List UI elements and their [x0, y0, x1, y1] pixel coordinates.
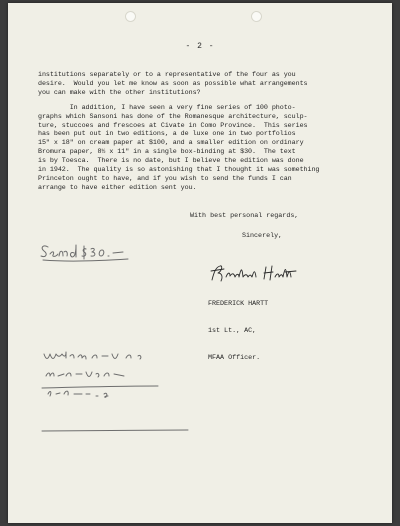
- signer-rank: 1st Lt., AC,: [208, 327, 257, 335]
- text-line: in 1942. The quality is so astonishing that I thought it was something: [38, 166, 320, 175]
- shorthand-notes: [38, 348, 208, 438]
- sincerely-line: Sincerely,: [242, 232, 283, 240]
- text-line: is by Toesca. There is no date, but I believe the edition was done: [38, 157, 304, 166]
- closing-line: With best personal regards,: [190, 212, 299, 220]
- punch-hole: [125, 11, 136, 22]
- signer-name: FREDERICK HARTT: [208, 300, 269, 308]
- handwritten-send-note: [38, 239, 138, 265]
- text-line: institutions separately or to a representative of the four as you: [38, 71, 296, 79]
- punch-hole: [251, 11, 262, 22]
- document-page: [8, 3, 392, 523]
- text-line: Bromura paper, 8½ x 11" in a single box-binding at $30. The text: [38, 148, 296, 157]
- signature-block: [208, 282, 268, 381]
- text-line: Princeton ought to have, and if you wish to send the funds I can: [38, 174, 292, 183]
- signer-title: MFAA Officer.: [208, 354, 261, 362]
- text-line: In addition, I have seen a very fine series of 100 photo-: [38, 103, 296, 112]
- text-line: 15" x 18" on cream paper at $100, and a smaller edition on ordinary: [38, 139, 304, 148]
- text-line: desire. Would you let me know as soon as possible what arrangements: [38, 79, 308, 88]
- paragraph-2: [38, 104, 378, 193]
- text-line: graphs which Sansoni has done of the Romanesque architecture, sculp-: [38, 112, 308, 121]
- text-line: arrange to have either edition sent you.: [38, 183, 197, 192]
- text-line: you can make with the other institutions?: [38, 88, 201, 97]
- paragraph-1: [38, 71, 378, 98]
- page-number: - 2 -: [185, 42, 215, 51]
- text-line: has been put out in two editions, a de luxe one in two portfolios: [38, 130, 296, 139]
- letter-body: [38, 71, 378, 193]
- text-line: ture, stuccoes and frescoes at Civate in Como Province. This series: [38, 121, 308, 130]
